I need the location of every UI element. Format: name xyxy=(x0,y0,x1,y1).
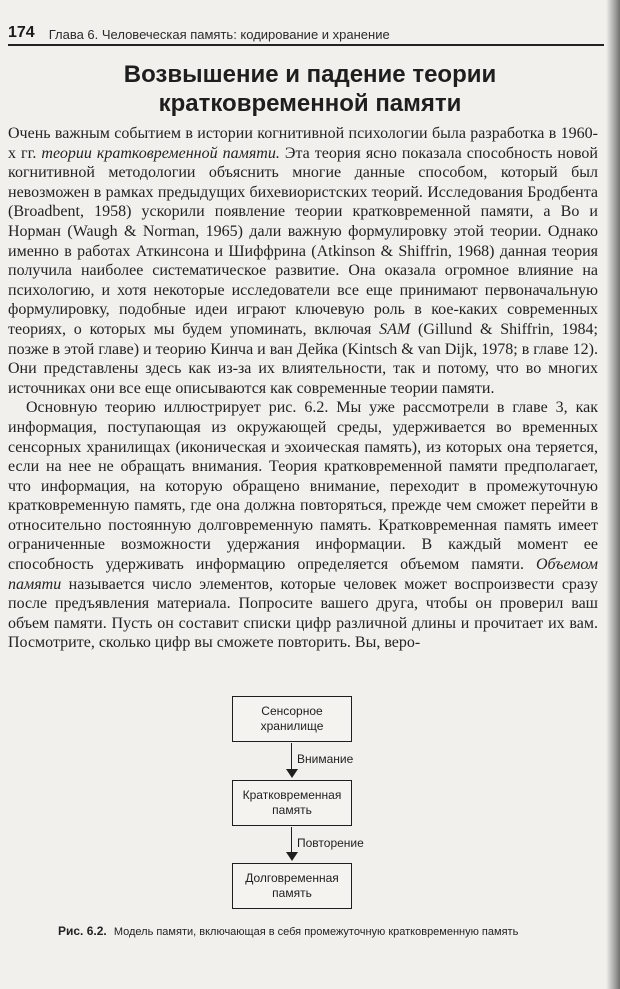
header-rule xyxy=(8,44,604,46)
sensory-store-box: Сенсорное хранилище xyxy=(232,696,352,742)
paragraph-2 xyxy=(8,398,598,653)
memory-model-figure xyxy=(0,690,620,920)
section-title: Возвышение и падение теории кратковременной памяти xyxy=(123,61,497,117)
arrow-label-attention: Внимание xyxy=(297,752,354,766)
p1-text-1: Очень важным событием в истории когнитивной психологии была разработка в 1960-х гг. xyxy=(8,125,598,162)
page-edge-shadow xyxy=(606,0,620,989)
caption-label: Рис. 6.2. xyxy=(58,924,107,938)
page-number: 174 xyxy=(8,24,35,41)
p1-emphasis-1: теории кратковременной памяти. xyxy=(41,144,280,162)
arrow-attention-line xyxy=(291,743,292,771)
page-header xyxy=(8,20,600,42)
caption-text: Модель памяти, включающая в себя промежуточную кратковременную память xyxy=(113,926,519,938)
p2-text-1: Основную теорию иллюстрирует рис. 6.2. Мы уже рассмотрели в главе 3, как информация, поступающая из окружающей среды, удерживается во временных сенсорных хранилищах (иконическая и эхоическая память), из которых она теряется, если на нее не обращать внимания. Теория кратковременной памяти предполагает, что информация, на которую обращено внимание, переходит в промежуточную кратковременную память, где она должна повторяться, прежде чем сможет перейти в относительно постоянную долговременную память. Кратковременная память имеет ограниченные возможности удержания информации. В каждый момент ее способность удерживать информацию определяется объемом памяти. xyxy=(8,399,598,574)
p2-text-2: называется число элементов, которые человек может воспроизвести сразу после предъявления материала. Попросите вашего друга, чтобы он проверил ваш объем памяти. Пусть он составит списки цифр различной длины и прочитает их вам. Посмотрите, сколько цифр вы сможете повторить. Вы, веро- xyxy=(8,575,598,652)
p2-emphasis-1: Объемом памяти xyxy=(8,556,598,593)
paragraph-1 xyxy=(8,124,598,398)
arrow-rehearsal-line xyxy=(291,827,292,854)
arrow-down-icon xyxy=(286,769,298,778)
p1-text-3: (Gillund & Shiffrin, 1984; позже в этой главе) и теорию Кинча и ван Дейка (Kintsch & van Dijk, 1978; в главе 12). Они представлены здесь как из-за их влиятельности, так и потому, что во многих источниках они все еще описываются как современные теории памяти. xyxy=(8,320,598,397)
running-head: Глава 6. Человеческая память: кодирование и хранение xyxy=(48,27,390,42)
short-term-memory-box: Кратковременная память xyxy=(232,780,352,826)
long-term-memory-box: Долговременная память xyxy=(232,863,352,909)
body-text xyxy=(8,124,598,653)
figure-caption xyxy=(58,924,578,938)
arrow-label-rehearsal: Повторение xyxy=(297,836,364,850)
p1-text-2: Эта теория ясно показала способность новой когнитивной методологии объяснить многие данные способом, который был невозможен в рамках предыдущих бихевиористских теорий. Исследования Бродбента (Broadbent, 1958) ускорили появление теории кратковременной памяти, а Во и Норман (Waugh & Norman, 1965) дали важную формулировку этой теории. Однако именно в работах Аткинсона и Шиффрина (Atkinson & Shiffrin, 1968) данная теория получила наиболее систематическое развитие. Она оказала огромное влияние на психологию, и хотя некоторые исследователи все еще принимают первоначальную формулировку, подобные идеи играют ключевую роль в кое-каких современных теориях, о которых мы будем упоминать, включая xyxy=(8,144,598,338)
arrow-down-icon xyxy=(286,852,298,861)
p1-emphasis-2: SAM xyxy=(379,320,411,338)
